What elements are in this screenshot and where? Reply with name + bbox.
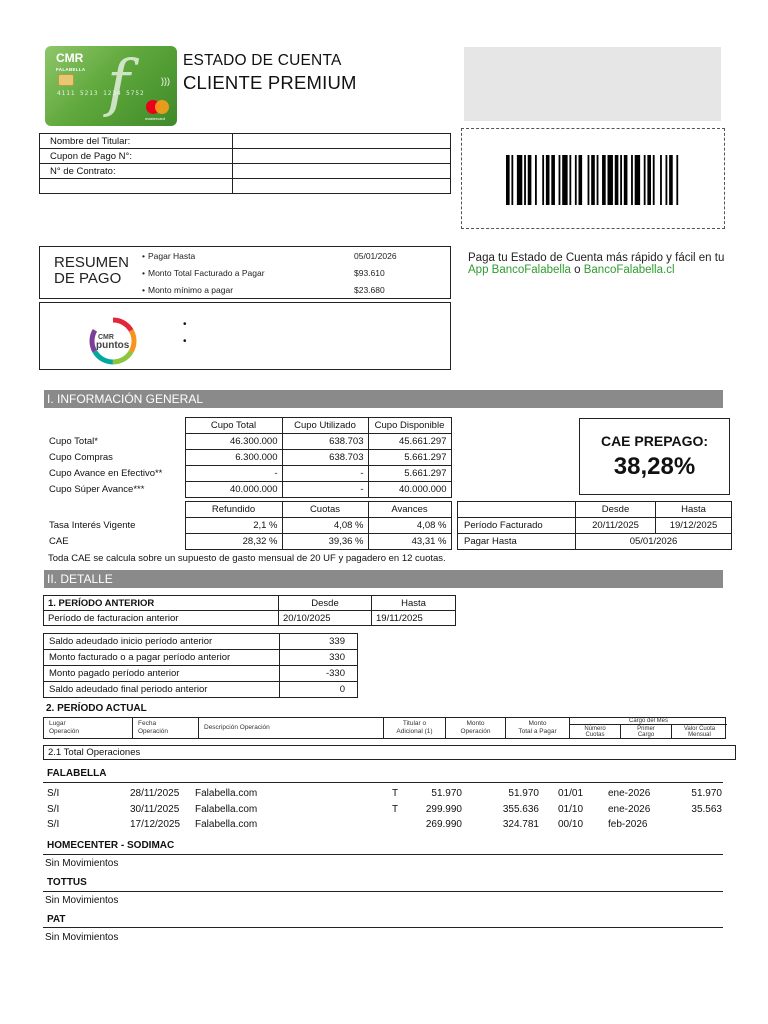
periodo-table [457, 501, 732, 550]
cell: 20/11/2025 [576, 518, 656, 534]
row-label: Cupo Súper Avance*** [45, 482, 185, 498]
col-header: Avances [368, 502, 451, 518]
cupos-table [45, 417, 452, 498]
cell: S/I [47, 804, 60, 815]
cell: 00/10 [558, 819, 584, 830]
operaciones-header [43, 717, 726, 739]
row-label: Cupo Compras [45, 450, 185, 466]
cell: S/I [47, 788, 60, 799]
row-label: Pagar Hasta [458, 534, 576, 550]
cell: feb-2026 [608, 819, 648, 830]
cell: 20/10/2025 [279, 611, 372, 626]
cell: 339 [280, 634, 358, 650]
col-header: Cupo Utilizado [282, 418, 368, 434]
card-swirl-icon: f [107, 46, 130, 119]
address-box [464, 47, 721, 121]
table-row [44, 634, 358, 650]
table-row [45, 450, 451, 466]
col-header: Cupo Total [185, 418, 282, 434]
cell: 40.000.000 [368, 482, 451, 498]
barcode-box [461, 128, 725, 229]
cae-prepago-value: 38,28% [613, 453, 696, 480]
cell: 324.781 [502, 819, 539, 830]
cell: 45.661.297 [368, 434, 451, 450]
cell: Falabella.com [195, 788, 258, 799]
app-bancofalabella-link[interactable]: App BancoFalabella [468, 264, 571, 276]
row-label: Monto pagado período anterior [44, 666, 280, 682]
col-header: Monto Total a Pagar [506, 718, 570, 738]
mastercard-logo-icon [155, 100, 169, 114]
svg-text:CMR: CMR [98, 334, 114, 341]
titular-value [233, 179, 451, 194]
cell: 01/01 [558, 788, 584, 799]
paga-info-text: Paga tu Estado de Cuenta más rápido y fácil en tu App BancoFalabella o BancoFalabella.cl [468, 252, 725, 276]
group-title-homecenter: HOMECENTER - SODIMAC [47, 840, 175, 851]
table-row [458, 518, 732, 534]
bancofalabella-link[interactable]: BancoFalabella.cl [583, 264, 675, 276]
row-label: Monto facturado o a pagar período anterior [44, 650, 280, 666]
table-header-row [45, 418, 451, 434]
cell: 28,32 % [185, 534, 282, 550]
row-label: Cupo Avance en Efectivo** [45, 466, 185, 482]
tasas-table [45, 501, 452, 550]
table-row [44, 611, 456, 626]
cell: 01/10 [558, 804, 584, 815]
col-header: Desde [576, 502, 656, 518]
cmr-puntos-logo-icon [84, 314, 142, 368]
row-label: Cupo Total* [45, 434, 185, 450]
sin-movimientos: Sin Movimientos [45, 895, 119, 906]
cell: - [282, 466, 368, 482]
col-header: Lugar Operación [44, 718, 133, 738]
row-label: Tasa Interés Vigente [45, 518, 185, 534]
cell: Falabella.com [195, 804, 258, 815]
card-brand: CMR FALABELLA [56, 51, 86, 72]
col-header: Refundido [185, 502, 282, 518]
col-header: Monto Operación [446, 718, 506, 738]
col-header: Fecha Operación [133, 718, 199, 738]
cell: 5.661.297 [368, 466, 451, 482]
cell: 269.990 [425, 819, 462, 830]
contactless-icon: ))) [161, 76, 170, 86]
section-info-general: I. INFORMACIÓN GENERAL [44, 390, 723, 408]
periodo-anterior-title: 1. PERÍODO ANTERIOR [44, 596, 279, 611]
card-network: mastercard [145, 116, 166, 121]
cell: 4,08 % [368, 518, 451, 534]
titular-label [40, 179, 233, 194]
periodo-actual-title: 2. PERÍODO ACTUAL [46, 703, 147, 714]
cmr-card-image [45, 46, 177, 126]
cell: 43,31 % [368, 534, 451, 550]
titular-value [233, 149, 451, 164]
cell: 638.703 [282, 434, 368, 450]
divider [43, 854, 723, 855]
barcode-icon [506, 155, 680, 205]
titular-value [233, 164, 451, 179]
row-label: Período Facturado [458, 518, 576, 534]
cell: 51.970 [431, 788, 462, 799]
table-header-row [45, 502, 451, 518]
cell: ene-2026 [608, 788, 651, 799]
sin-movimientos: Sin Movimientos [45, 932, 119, 943]
cell: 51.970 [508, 788, 539, 799]
cell: 51.970 [691, 788, 722, 799]
cae-note: Toda CAE se calcula sobre un supuesto de gasto mensual de 20 UF y pagadero en 12 cuotas. [48, 553, 446, 564]
divider [43, 891, 723, 892]
document-title: ESTADO DE CUENTA [183, 52, 342, 69]
cell: 39,36 % [282, 534, 368, 550]
divider [43, 782, 723, 783]
resumen-title: RESUMEN DE PAGO [54, 254, 130, 287]
row-label: Período de facturacion anterior [44, 611, 279, 626]
cell: 5.661.297 [368, 450, 451, 466]
group-title-tottus: TOTTUS [47, 877, 87, 888]
cell: 299.990 [425, 804, 462, 815]
cell: 40.000.000 [185, 482, 282, 498]
cell: 638.703 [282, 450, 368, 466]
cell: 28/11/2025 [130, 788, 180, 799]
cell: 05/01/2026 [576, 534, 732, 550]
table-row [45, 482, 451, 498]
sin-movimientos: Sin Movimientos [45, 858, 119, 869]
cell: S/I [47, 819, 60, 830]
table-row [44, 682, 358, 698]
saldos-table [43, 633, 358, 698]
cell: 0 [280, 682, 358, 698]
divider [43, 927, 723, 928]
cell: 2,1 % [185, 518, 282, 534]
cargo-mes-group [570, 718, 727, 738]
row-label: Saldo adeudado inicio período anterior [44, 634, 280, 650]
table-row [458, 534, 732, 550]
document-subtitle: CLIENTE PREMIUM [183, 72, 357, 93]
cell: 19/11/2025 [372, 611, 456, 626]
table-row [45, 466, 451, 482]
col-header: Desde [279, 596, 372, 611]
cell: -330 [280, 666, 358, 682]
row-label: CAE [45, 534, 185, 550]
cell: 355.636 [502, 804, 539, 815]
group-title-falabella: FALABELLA [47, 768, 107, 779]
puntos-bullet: • [183, 319, 187, 330]
cmr-puntos-box [39, 302, 451, 370]
svg-text:puntos: puntos [96, 340, 130, 351]
table-row [40, 149, 451, 164]
cell: 46.300.000 [185, 434, 282, 450]
col-header: Hasta [656, 502, 732, 518]
cell: 19/12/2025 [656, 518, 732, 534]
cell: 6.300.000 [185, 450, 282, 466]
periodo-anterior-table [43, 595, 456, 626]
cae-prepago-box [579, 418, 730, 495]
cell: - [185, 466, 282, 482]
cell: 330 [280, 650, 358, 666]
col-header: Número Cuotas [570, 725, 621, 738]
section-detalle: II. DETALLE [44, 570, 723, 588]
resumen-pago-box: RESUMEN DE PAGO • Pagar Hasta 05/01/2026 • Monto Total Facturado a Pagar $93.610 • Monto mínimo a pagar $23.680 [39, 246, 451, 299]
cell: 30/11/2025 [130, 804, 180, 815]
col-header: Cuotas [282, 502, 368, 518]
table-row [44, 650, 358, 666]
cell: T [392, 804, 399, 815]
cell: - [282, 482, 368, 498]
col-header: Descripción Operación [199, 718, 384, 738]
table-row [45, 434, 451, 450]
cell: T [392, 788, 399, 799]
table-row [45, 518, 451, 534]
table-row [45, 534, 451, 550]
card-chip-icon [58, 74, 74, 86]
titular-label: Nombre del Titular: [40, 134, 233, 149]
cae-prepago-label: CAE PREPAGO: [600, 433, 709, 449]
cell: 17/12/2025 [130, 819, 181, 830]
puntos-bullet: • [183, 336, 187, 347]
table-row [40, 164, 451, 179]
titular-label: N° de Contrato: [40, 164, 233, 179]
col-header: Cargo del Mes [570, 718, 727, 725]
col-header: Hasta [372, 596, 456, 611]
table-header-row [458, 502, 732, 518]
titular-value [233, 134, 451, 149]
table-row [40, 134, 451, 149]
row-label: Saldo adeudado final periodo anterior [44, 682, 280, 698]
cell: 4,08 % [282, 518, 368, 534]
col-header: Cupo Disponible [368, 418, 451, 434]
cell: 35.563 [691, 804, 722, 815]
col-header: Valor Cuota Mensual [683, 725, 716, 738]
titular-label: Cupon de Pago N°: [40, 149, 233, 164]
col-header: Primer Cargo [621, 725, 672, 738]
total-operaciones: 2.1 Total Operaciones [43, 745, 736, 760]
cell: ene-2026 [608, 804, 651, 815]
table-row [40, 179, 451, 194]
titular-table [39, 133, 451, 194]
col-header: Titular o Adicional (1) [384, 718, 446, 738]
table-header-row [44, 596, 456, 611]
group-title-pat: PAT [47, 914, 66, 925]
card-number: 4111 5213 1234 5752 [57, 90, 145, 97]
cell: Falabella.com [195, 819, 258, 830]
table-row [44, 666, 358, 682]
